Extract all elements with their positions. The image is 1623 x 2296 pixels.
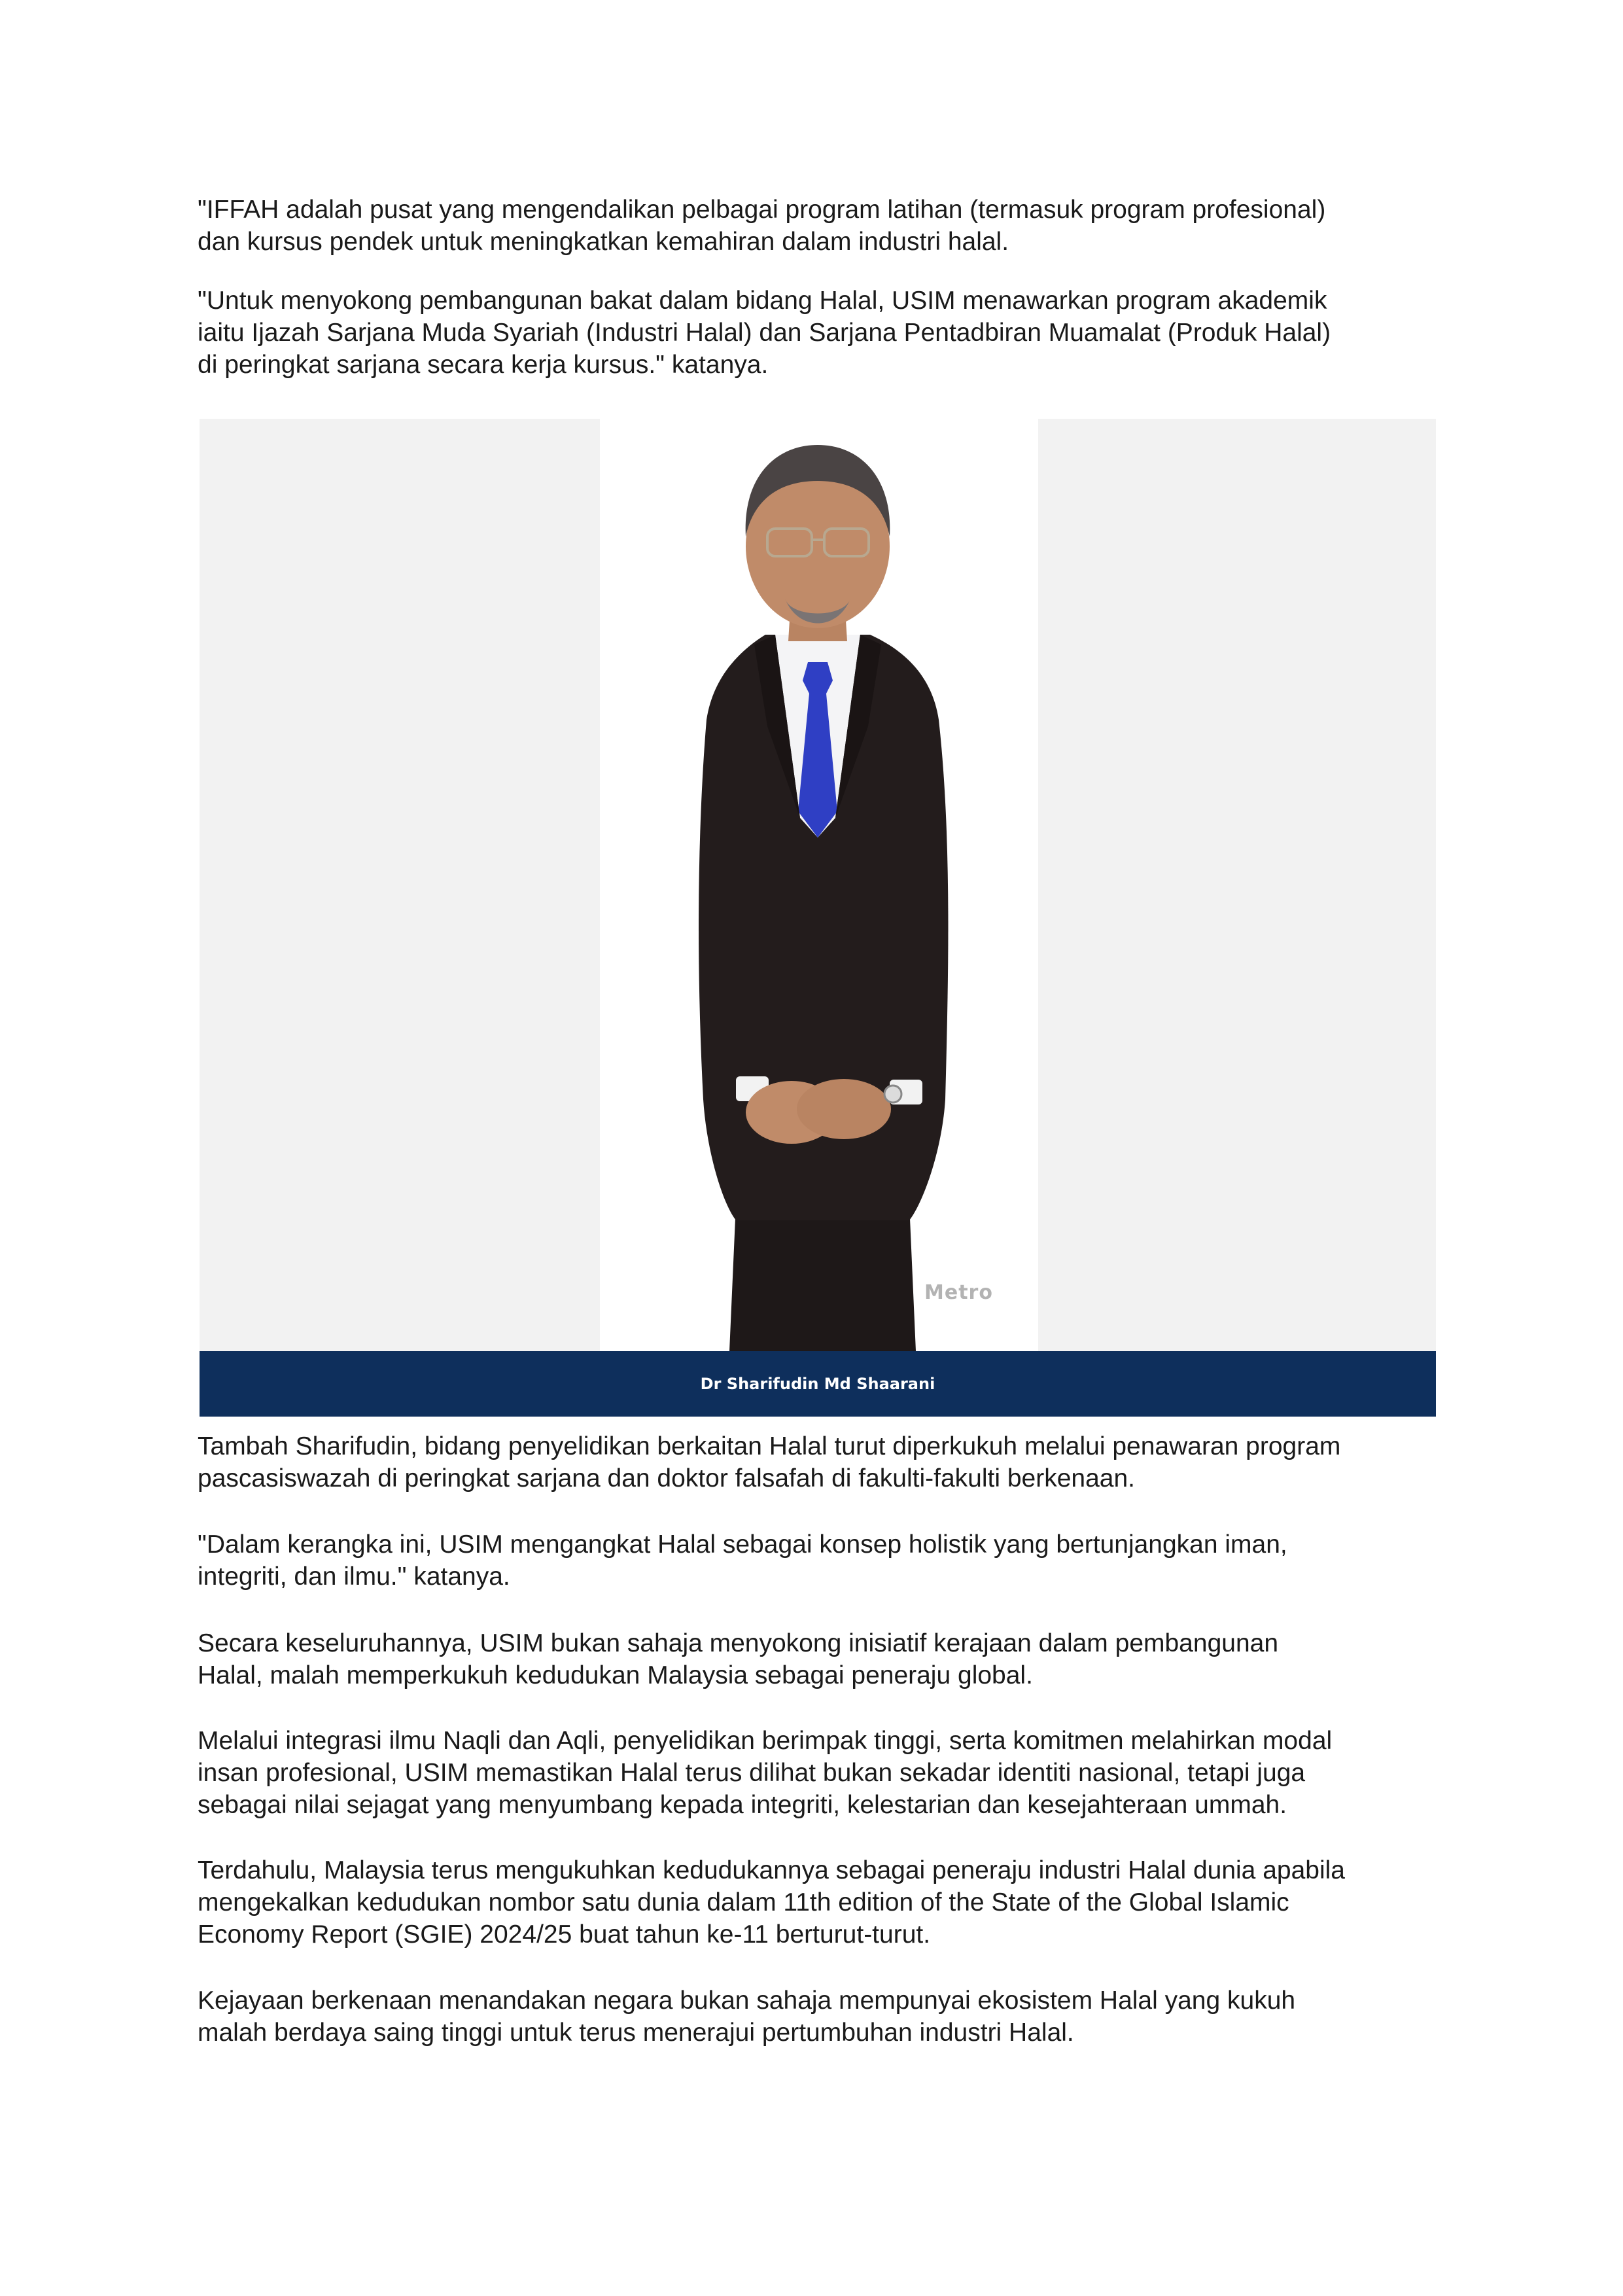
portrait-figure [200, 419, 1436, 1351]
paragraph-success: Kejayaan berkenaan menandakan negara bukan sahaja mempunyai ekosistem Halal yang kukuh malah berdaya saing tinggi untuk terus menerajui pertumbuhan industri Halal. [198, 1987, 1296, 2047]
paragraph-overall: Secara keseluruhannya, USIM bukan sahaja menyokong inisiatif kerajaan dalam pembangunan Halal, malah memperkukuh kedudukan Malaysia sebagai peneraju global. [198, 1629, 1279, 1689]
paragraph-integration: Melalui integrasi ilmu Naqli dan Aqli, penyelidikan berimpak tinggi, serta komitmen melahirkan modal insan profesional, USIM memastikan Halal terus dilihat bukan sekadar identiti nasional, tetapi juga sebagai nilai sejagat yang menyumbang kepada integriti, kelestarian dan kesejahteraan ummah. [198, 1727, 1333, 1819]
portrait-photo [200, 419, 1436, 1417]
paragraph-sgie-report: Terdahulu, Malaysia terus mengukuhkan kedudukannya sebagai peneraju industri Halal dunia apabila mengekalkan kedudukan nombor satu dunia dalam 11th edition of the State of the Global Islamic Economy Report (SGIE) 2024/25 buat tahun ke-11 berturut-turut. [198, 1856, 1345, 1949]
watermark-logo: Metro [924, 1281, 993, 1304]
photo-caption: Dr Sharifudin Md Shaarani [700, 1375, 935, 1393]
paragraph-usim-programs: "Untuk menyokong pembangunan bakat dalam bidang Halal, USIM menawarkan program akademik iaitu Ijazah Sarjana Muda Syariah (Industri Halal) dan Sarjana Pentadbiran Muamalat (Produk Halal) di peringkat sarjana secara kerja kursus." katanya. [198, 287, 1331, 379]
paragraph-iffah: "IFFAH adalah pusat yang mengendalikan pelbagai program latihan (termasuk program profesional) dan kursus pendek untuk meningkatkan kemahiran dalam industri halal. [198, 196, 1326, 256]
paragraph-research: Tambah Sharifudin, bidang penyelidikan berkaitan Halal turut diperkukuh melalui penawaran program pascasiswazah di peringkat sarjana dan doktor falsafah di fakulti-fakulti berkenaan. [198, 1432, 1341, 1492]
paragraph-holistic: "Dalam kerangka ini, USIM mengangkat Halal sebagai konsep holistik yang bertunjangkan iman, integriti, dan ilmu." katanya. [198, 1530, 1287, 1591]
photo-caption-bar [200, 1351, 1436, 1417]
